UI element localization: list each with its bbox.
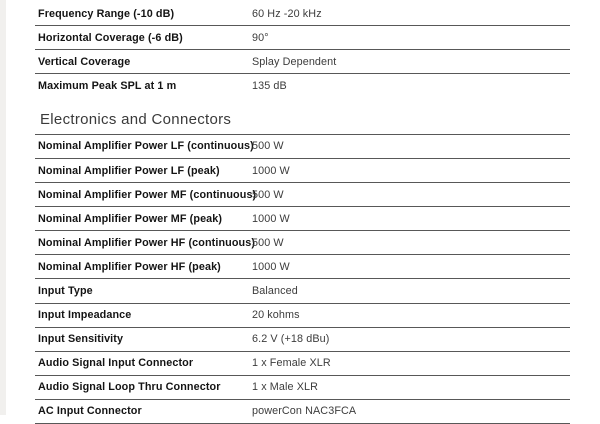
- spec-value: 1 x Male XLR: [252, 381, 319, 394]
- table-row: [35, 207, 570, 231]
- spec-value: 6.2 V (+18 dBu): [252, 333, 330, 346]
- spec-value: 1 x Female XLR: [252, 357, 331, 370]
- spec-label: Horizontal Coverage (-6 dB): [38, 31, 183, 44]
- page-edge-strip: [0, 0, 6, 415]
- spec-value: 1000 W: [252, 212, 290, 225]
- spec-value: 1000 W: [252, 260, 290, 273]
- spec-label: Nominal Amplifier Power HF (peak): [38, 260, 221, 273]
- spec-label: Audio Signal Input Connector: [38, 357, 194, 370]
- spec-value: 90°: [252, 31, 269, 44]
- spec-label: Input Sensitivity: [38, 333, 124, 346]
- spec-label: Nominal Amplifier Power HF (continuous): [38, 236, 256, 249]
- table-row: [35, 255, 570, 279]
- spec-table-electronics: [35, 134, 570, 424]
- table-row: [35, 26, 570, 50]
- table-row: [35, 74, 570, 98]
- table-row: [35, 304, 570, 328]
- spec-value: 500 W: [252, 140, 284, 153]
- spec-label: Audio Signal Loop Thru Connector: [38, 381, 221, 394]
- spec-label: Input Impeadance: [38, 309, 132, 322]
- spec-label: Nominal Amplifier Power MF (continuous): [38, 188, 257, 201]
- table-row: [35, 2, 570, 26]
- spec-label: Frequency Range (-10 dB): [38, 7, 175, 20]
- spec-value: 1000 W: [252, 164, 290, 177]
- spec-label: Vertical Coverage: [38, 55, 131, 68]
- table-row: [35, 231, 570, 255]
- table-row: [35, 279, 570, 303]
- table-row: [35, 328, 570, 352]
- table-row: [35, 135, 570, 159]
- spec-value: 500 W: [252, 188, 284, 201]
- spec-sheet: [35, 2, 570, 424]
- spec-table-acoustics: [35, 2, 570, 98]
- table-row: [35, 376, 570, 400]
- spec-value: 500 W: [252, 236, 284, 249]
- spec-label: Input Type: [38, 284, 93, 297]
- spec-value: powerCon NAC3FCA: [252, 405, 357, 418]
- spec-value: 60 Hz -20 kHz: [252, 7, 322, 20]
- spec-value: Splay Dependent: [252, 55, 337, 68]
- spec-value: 135 dB: [252, 80, 287, 93]
- table-row: [35, 50, 570, 74]
- spec-label: Nominal Amplifier Power LF (peak): [38, 164, 220, 177]
- spec-label: Maximum Peak SPL at 1 m: [38, 80, 177, 93]
- spec-value: Balanced: [252, 284, 298, 297]
- table-row: [35, 183, 570, 207]
- spec-label: Nominal Amplifier Power LF (continuous): [38, 140, 254, 153]
- table-row: [35, 400, 570, 424]
- spec-value: 20 kohms: [252, 309, 300, 322]
- table-row: [35, 159, 570, 183]
- section-heading: Electronics and Connectors: [40, 111, 232, 129]
- spec-label: Nominal Amplifier Power MF (peak): [38, 212, 223, 225]
- table-row: [35, 352, 570, 376]
- spec-label: AC Input Connector: [38, 405, 142, 418]
